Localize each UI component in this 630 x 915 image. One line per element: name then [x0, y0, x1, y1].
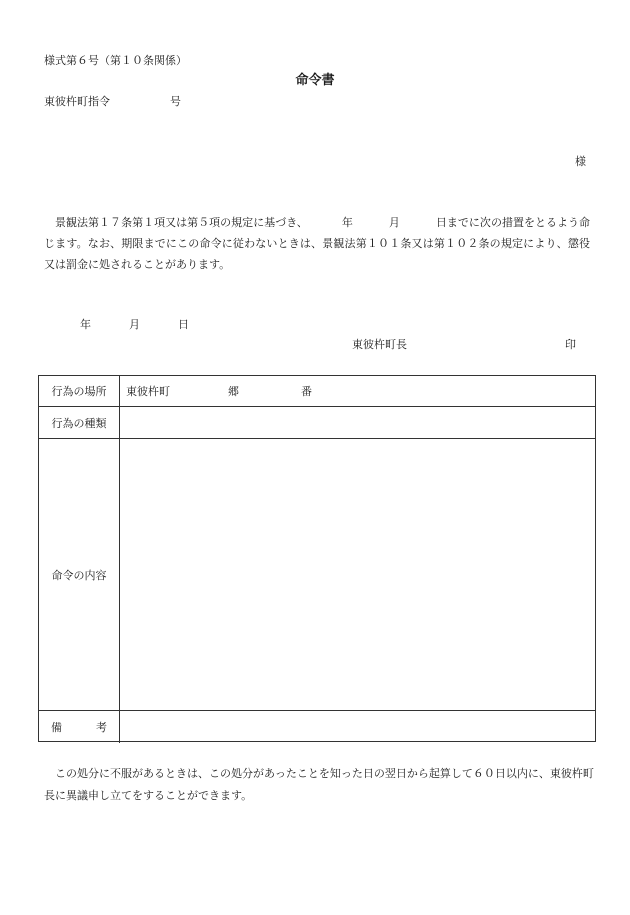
location-label: 行為の場所 [39, 376, 120, 407]
appeal-notice [44, 763, 596, 807]
appeal-text: この処分に不服があるときは、この処分があったことを知った日の翌日から起算して６０日以内に、東彼杵町長に異議申し立てをすることができます。 [44, 767, 594, 802]
location-town: 東彼杵町 [126, 385, 170, 398]
page-title: 命令書 [295, 73, 335, 88]
body-part2: 日までに次の措置をとるよう命じます。なお、期限までにこの命令に従わないときは、景観法第１０１条又は第１０２条の規定により、懲役又は罰金に処されることがあります。 [44, 216, 591, 271]
body-part1: 景観法第１７条第１項又は第５項の規定に基づき、 [55, 216, 308, 229]
location-value [120, 376, 595, 407]
issue-month: 月 [129, 318, 140, 331]
remarks-value [120, 711, 595, 743]
issue-day: 日 [178, 318, 189, 331]
remarks-label [39, 711, 120, 743]
seal-mark: 印 [565, 338, 576, 351]
order-reference [44, 95, 181, 109]
issue-year: 年 [80, 318, 91, 331]
content-label: 命令の内容 [39, 439, 120, 711]
type-label: 行為の種類 [39, 407, 120, 439]
mayor-signature: 東彼杵町長 [352, 338, 407, 351]
location-go: 郷 [228, 385, 239, 398]
location-ban: 番 [301, 385, 312, 398]
content-value [120, 439, 595, 711]
recipient-honorific: 様 [575, 155, 586, 168]
order-body-text [44, 212, 590, 275]
order-ref-suffix: 号 [170, 95, 181, 108]
body-month: 月 [388, 216, 400, 229]
body-year: 年 [341, 216, 353, 229]
type-value [120, 407, 595, 439]
order-details-table [38, 375, 596, 742]
order-ref-prefix: 東彼杵町指令 [44, 95, 110, 108]
remarks-label-1: 備 [51, 721, 62, 734]
remarks-label-2: 考 [96, 721, 107, 734]
form-label: 様式第６号（第１０条関係） [44, 54, 187, 67]
issue-date [80, 318, 189, 332]
